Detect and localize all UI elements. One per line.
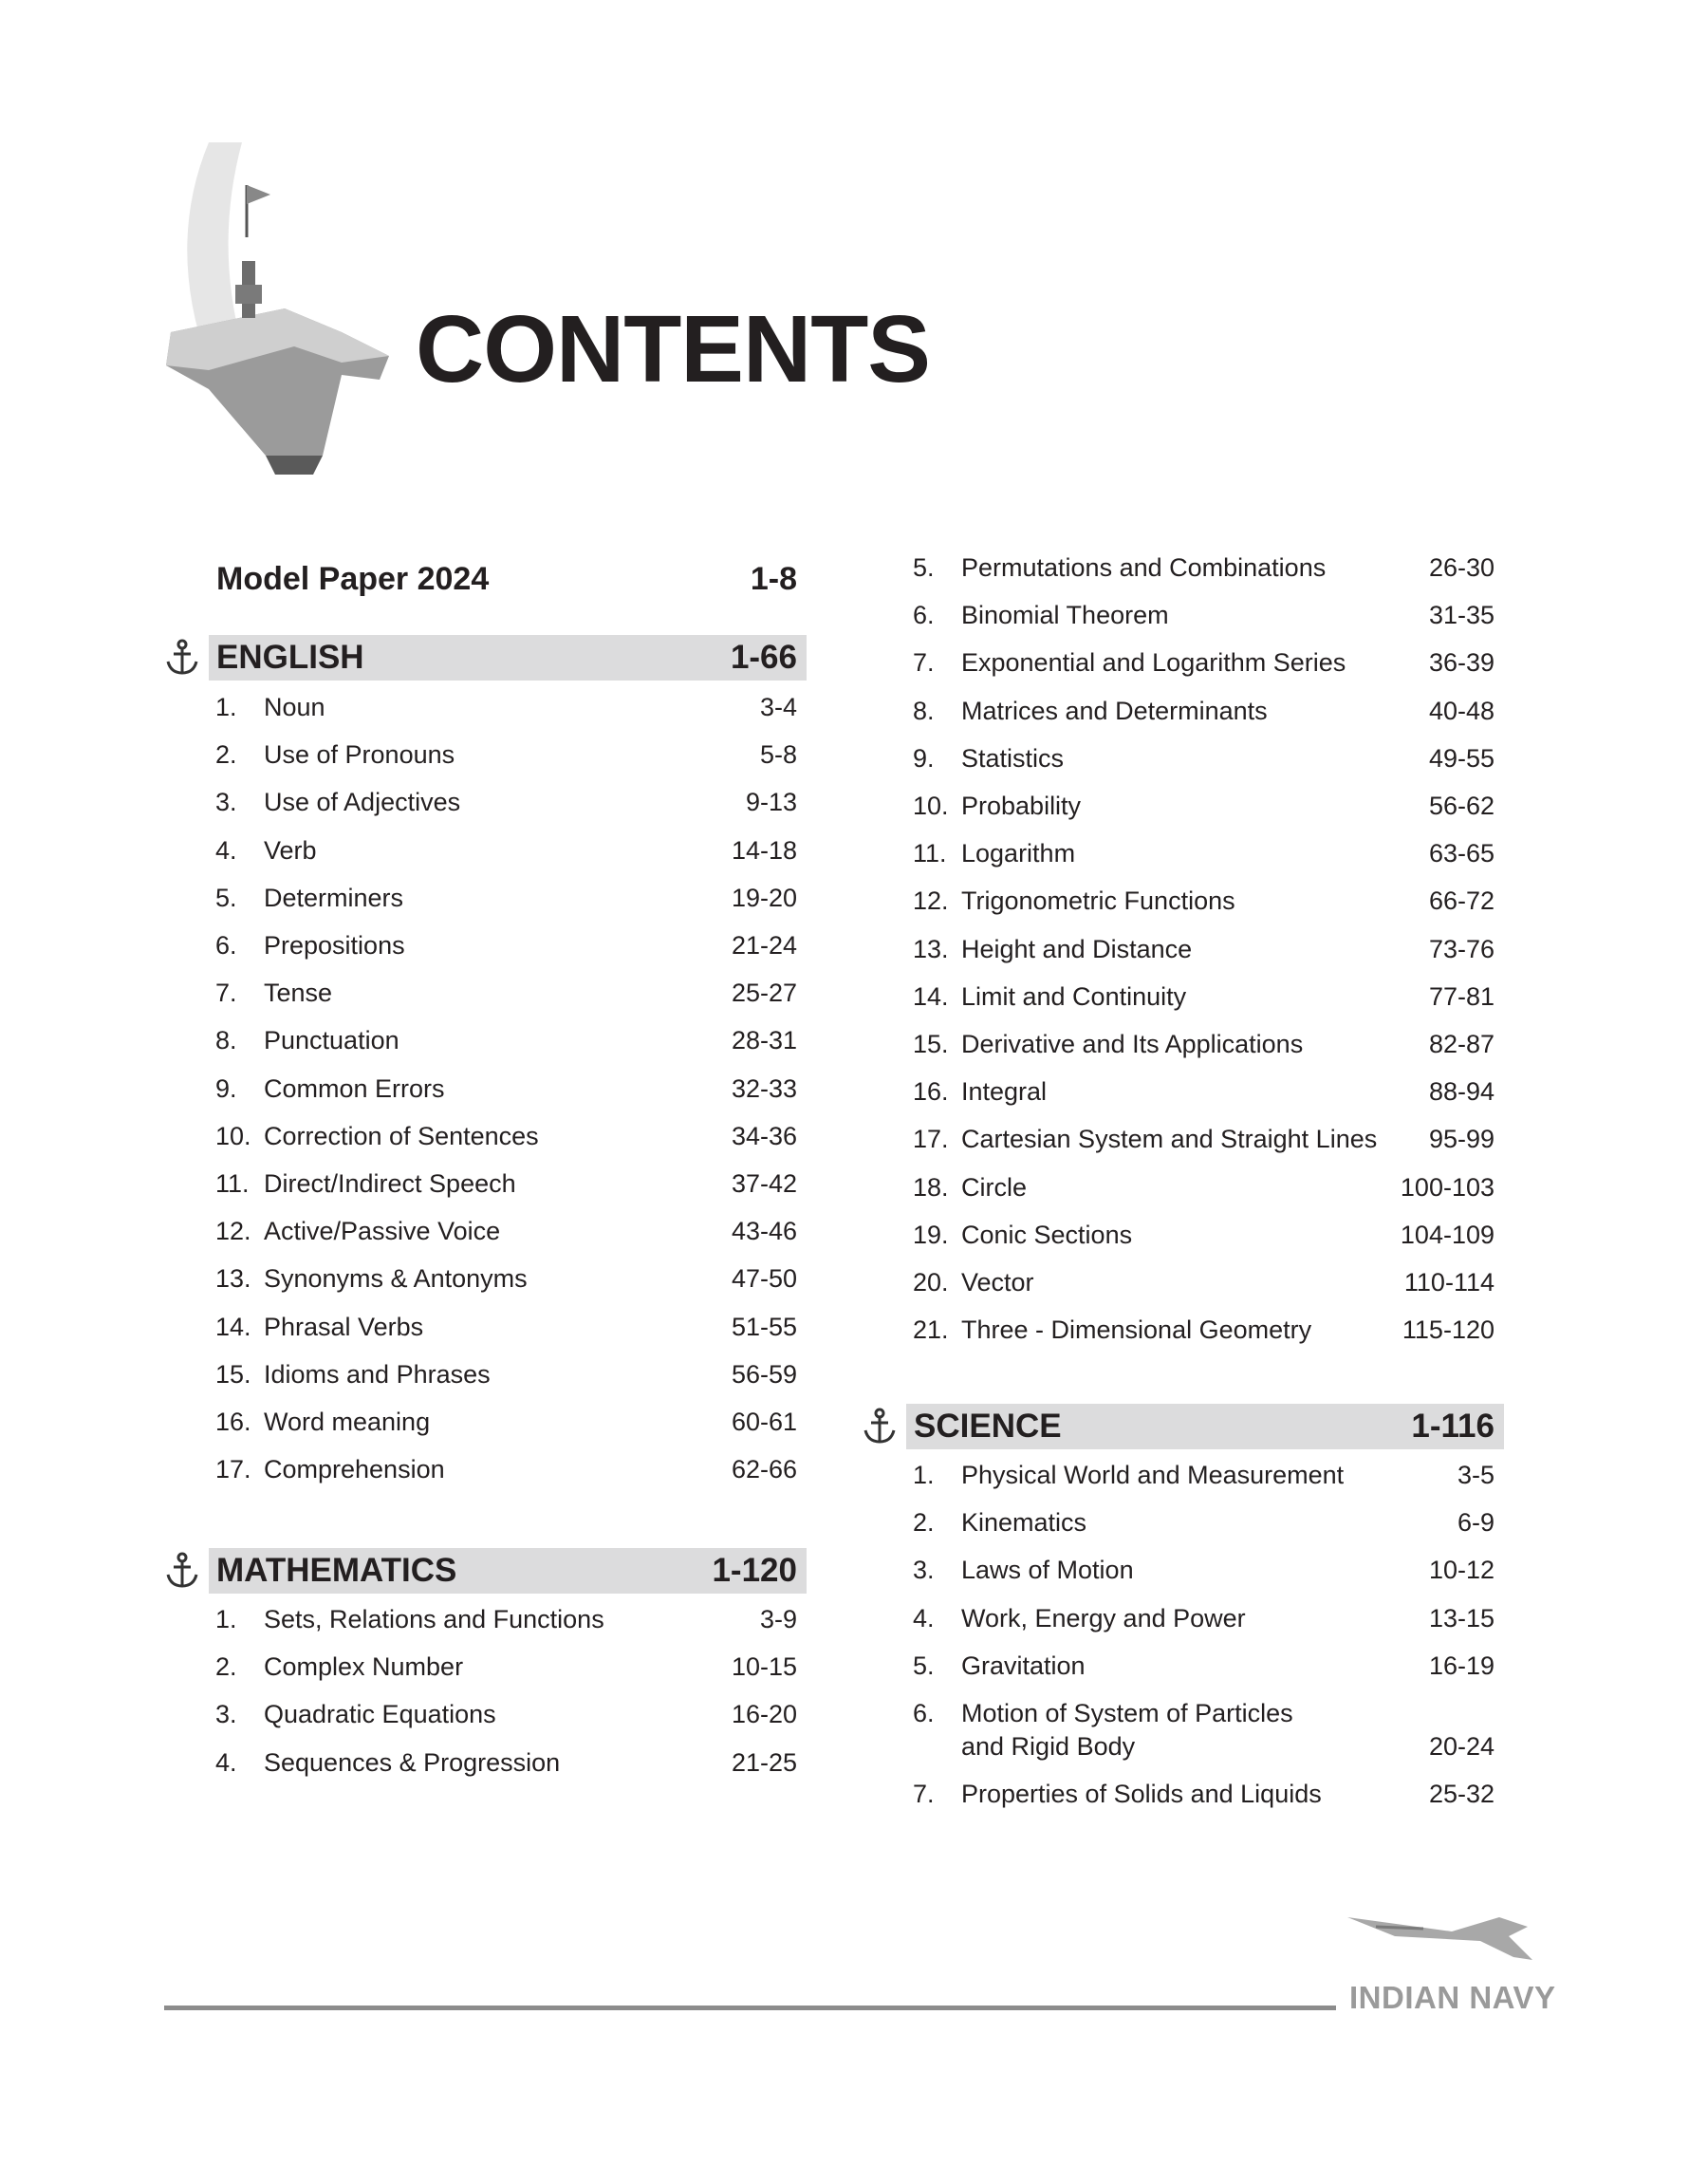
anchor-icon [861, 1408, 899, 1446]
entry-pages: 56-59 [731, 1359, 797, 1389]
toc-entry[interactable] [161, 922, 807, 969]
entry-label [961, 1697, 1293, 1763]
entry-number: 14. [913, 981, 949, 1011]
entry-label: Phrasal Verbs [264, 1312, 424, 1341]
entry-number: 12. [215, 1217, 251, 1246]
entry-pages: 63-65 [1428, 839, 1494, 868]
entry-pages: 60-61 [731, 1408, 797, 1436]
model-paper-entry[interactable] [216, 550, 807, 607]
entry-label: Verb [264, 835, 317, 865]
entry-number: 17. [913, 1125, 949, 1154]
entry-pages: 47-50 [731, 1264, 797, 1294]
model-paper-title: Model Paper 2024 [216, 561, 490, 597]
entry-number: 4. [215, 1747, 237, 1777]
entry-number: 6. [913, 1699, 935, 1727]
toc-entry[interactable] [161, 874, 807, 922]
toc-entry[interactable] [859, 1595, 1504, 1642]
toc-entry[interactable] [859, 591, 1504, 639]
entry-number: 14. [215, 1312, 251, 1341]
toc-entry[interactable] [161, 1398, 807, 1446]
entry-label: Synonyms & Antonyms [264, 1264, 528, 1294]
entry-pages: 51-55 [731, 1312, 797, 1341]
toc-entry[interactable] [859, 782, 1504, 830]
entry-number: 8. [913, 696, 935, 725]
toc-entry[interactable] [161, 1739, 807, 1786]
entry-number: 6. [215, 931, 237, 960]
toc-entry[interactable] [859, 1451, 1504, 1499]
entry-label: Gravitation [961, 1651, 1086, 1680]
entry-number: 4. [215, 835, 237, 865]
section-pages: 1-116 [1411, 1408, 1494, 1445]
entry-pages: 37-42 [731, 1169, 797, 1198]
entry-number: 1. [215, 693, 237, 721]
entry-number: 19. [913, 1220, 949, 1249]
entry-pages: 9-13 [745, 788, 797, 817]
entry-label: Use of Pronouns [264, 740, 455, 770]
toc-entry[interactable] [859, 1020, 1504, 1068]
toc-entry[interactable] [859, 1770, 1504, 1818]
anchor-icon [163, 1552, 201, 1590]
entry-label: Height and Distance [961, 934, 1193, 963]
entry-label: Determiners [264, 883, 404, 912]
entry-number: 2. [215, 1652, 237, 1682]
entry-label: Cartesian System and Straight Lines [961, 1125, 1378, 1154]
entry-number: 3. [913, 1556, 935, 1585]
entry-number: 7. [215, 979, 237, 1008]
entry-pages: 3-5 [1457, 1461, 1494, 1489]
toc-entry[interactable] [161, 1160, 807, 1207]
entry-label: Comprehension [264, 1455, 445, 1484]
entry-label: Logarithm [961, 839, 1076, 868]
entry-pages: 82-87 [1428, 1030, 1494, 1058]
toc-entry[interactable] [859, 1068, 1504, 1115]
entry-pages: 100-103 [1400, 1172, 1494, 1202]
entry-number: 13. [913, 934, 949, 963]
entry-number: 21. [913, 1315, 949, 1345]
entry-label: Tense [264, 979, 333, 1008]
entry-number: 11. [215, 1169, 250, 1198]
entry-label: Circle [961, 1172, 1028, 1202]
section-header-mathematics[interactable] [209, 1548, 807, 1594]
entry-number: 7. [913, 648, 935, 678]
entry-pages: 10-12 [1428, 1556, 1494, 1585]
entry-number: 5. [913, 1651, 935, 1680]
entry-pages: 95-99 [1428, 1125, 1494, 1154]
entry-number: 6. [913, 601, 935, 630]
toc-entry[interactable] [161, 1065, 807, 1112]
entry-label: Derivative and Its Applications [961, 1030, 1304, 1058]
toc-entry[interactable] [161, 1351, 807, 1398]
toc-entry[interactable] [161, 1017, 807, 1064]
entry-number: 5. [913, 553, 935, 582]
entry-label: Complex Number [264, 1652, 464, 1682]
entry-pages: 49-55 [1428, 743, 1494, 773]
toc-entry[interactable] [859, 735, 1504, 782]
entry-pages: 73-76 [1428, 934, 1494, 963]
entry-label: Punctuation [264, 1026, 399, 1055]
entry-pages: 34-36 [731, 1121, 797, 1150]
entry-number: 10. [913, 792, 949, 820]
toc-entry[interactable] [859, 877, 1504, 924]
toc-entry[interactable] [859, 639, 1504, 686]
entry-number: 18. [913, 1172, 949, 1202]
entry-pages: 25-27 [731, 979, 797, 1008]
toc-entry[interactable] [859, 1306, 1504, 1353]
entry-number: 16. [215, 1408, 251, 1436]
entry-pages: 110-114 [1403, 1268, 1494, 1297]
entry-number: 3. [215, 788, 237, 817]
toc-entry[interactable] [859, 973, 1504, 1020]
section-pages: 1-120 [712, 1552, 797, 1589]
entry-pages: 36-39 [1428, 648, 1494, 678]
toc-entry[interactable] [161, 683, 807, 731]
entry-pages: 13-15 [1428, 1603, 1494, 1633]
entry-label: Physical World and Measurement [961, 1461, 1345, 1489]
entry-number: 9. [215, 1073, 237, 1103]
entry-pages: 3-9 [759, 1605, 797, 1633]
toc-entry[interactable] [859, 1115, 1504, 1163]
toc-entry[interactable] [161, 969, 807, 1017]
entry-number: 1. [215, 1605, 237, 1633]
entry-number: 20. [913, 1268, 949, 1297]
entry-pages: 14-18 [731, 835, 797, 865]
entry-number: 4. [913, 1603, 935, 1633]
entry-number: 11. [913, 839, 947, 868]
aircraft-carrier-icon [152, 142, 399, 494]
entry-number: 2. [215, 740, 237, 770]
entry-number: 15. [913, 1030, 949, 1058]
entry-number: 1. [913, 1461, 935, 1489]
entry-label: Three - Dimensional Geometry [961, 1315, 1312, 1345]
entry-pages: 21-24 [731, 931, 797, 960]
entry-label: Word meaning [264, 1408, 431, 1436]
entry-label: Use of Adjectives [264, 788, 461, 817]
entry-label: Common Errors [264, 1073, 445, 1103]
toc-entry[interactable] [161, 1112, 807, 1160]
toc-entry[interactable] [859, 1211, 1504, 1259]
entry-pages: 56-62 [1428, 792, 1494, 820]
entry-label: Kinematics [961, 1508, 1087, 1538]
entry-label-line2: and Rigid Body [961, 1732, 1136, 1761]
toc-entry[interactable] [859, 925, 1504, 973]
entry-label: Correction of Sentences [264, 1121, 539, 1150]
entry-label: Properties of Solids and Liquids [961, 1780, 1322, 1808]
section-title: SCIENCE [914, 1408, 1062, 1445]
entry-label: Probability [961, 792, 1082, 820]
entry-label: Limit and Continuity [961, 981, 1187, 1011]
toc-entry[interactable] [161, 1690, 807, 1738]
entry-label: Quadratic Equations [264, 1700, 496, 1729]
toc-entry[interactable] [859, 1546, 1504, 1594]
footer-brand: INDIAN NAVY [1349, 1980, 1556, 2015]
anchor-icon [163, 639, 201, 677]
entry-label: Laws of Motion [961, 1556, 1134, 1585]
entry-pages: 77-81 [1428, 981, 1494, 1011]
entry-pages: 16-19 [1428, 1651, 1494, 1680]
entry-pages: 20-24 [1428, 1732, 1494, 1761]
page-title: CONTENTS [416, 296, 930, 402]
entry-pages: 32-33 [731, 1073, 797, 1103]
entry-label: Direct/Indirect Speech [264, 1169, 516, 1198]
toc-entry[interactable] [859, 1499, 1504, 1546]
section-title: ENGLISH [216, 639, 364, 676]
entry-pages: 40-48 [1428, 696, 1494, 725]
toc-entry[interactable] [859, 1689, 1504, 1770]
entry-number: 8. [215, 1026, 237, 1055]
entry-label: Idioms and Phrases [264, 1359, 491, 1389]
toc-entry[interactable] [161, 1446, 807, 1493]
entry-label: Trigonometric Functions [961, 886, 1235, 916]
toc-entry[interactable] [859, 1642, 1504, 1689]
entry-label: Integral [961, 1077, 1048, 1107]
toc-entry[interactable] [161, 778, 807, 826]
toc-entry[interactable] [161, 827, 807, 874]
entry-number: 2. [913, 1508, 935, 1538]
entry-label: Permutations and Combinations [961, 553, 1327, 582]
entry-pages: 66-72 [1428, 886, 1494, 916]
entry-label: Exponential and Logarithm Series [961, 648, 1346, 678]
model-paper-pages: 1-8 [750, 561, 797, 597]
entry-pages: 25-32 [1428, 1780, 1494, 1808]
toc-entry[interactable] [161, 1303, 807, 1351]
entry-number: 12. [913, 886, 949, 916]
toc-entry[interactable] [161, 731, 807, 778]
entry-number: 5. [215, 883, 237, 912]
entry-label: Noun [264, 693, 325, 721]
toc-entry[interactable] [859, 687, 1504, 735]
entry-pages: 5-8 [759, 740, 797, 770]
entry-number: 15. [215, 1359, 251, 1389]
entry-pages: 43-46 [731, 1217, 797, 1246]
entry-pages: 31-35 [1428, 601, 1494, 630]
entry-pages: 19-20 [731, 883, 797, 912]
entry-pages: 62-66 [731, 1455, 797, 1484]
entry-label: Binomial Theorem [961, 601, 1169, 630]
entry-label: Sequences & Progression [264, 1747, 561, 1777]
entry-pages: 104-109 [1400, 1220, 1494, 1249]
entry-label-line1: Motion of System of Particles [961, 1699, 1293, 1727]
toc-entry[interactable] [859, 1164, 1504, 1211]
section-header-science[interactable] [906, 1404, 1504, 1449]
entry-pages: 26-30 [1428, 553, 1494, 582]
entry-pages: 10-15 [731, 1652, 797, 1682]
entry-number: 3. [215, 1700, 237, 1729]
entry-number: 17. [215, 1455, 251, 1484]
entry-pages: 21-25 [731, 1747, 797, 1777]
toc-entry[interactable] [161, 1643, 807, 1690]
entry-label: Sets, Relations and Functions [264, 1605, 604, 1633]
entry-pages: 6-9 [1457, 1508, 1494, 1538]
entry-label: Prepositions [264, 931, 405, 960]
entry-label: Vector [961, 1268, 1034, 1297]
section-title: MATHEMATICS [216, 1552, 457, 1589]
entry-pages: 88-94 [1428, 1077, 1494, 1107]
toc-entry[interactable] [859, 544, 1504, 591]
toc-entry[interactable] [161, 1207, 807, 1255]
entry-pages: 115-120 [1402, 1315, 1494, 1345]
toc-entry[interactable] [161, 1595, 807, 1643]
entry-number: 10. [215, 1121, 251, 1150]
entry-label: Matrices and Determinants [961, 696, 1268, 725]
section-header-english[interactable] [209, 635, 807, 681]
toc-entry[interactable] [859, 830, 1504, 877]
footer-rule [164, 2006, 1336, 2010]
entry-pages: 28-31 [731, 1026, 797, 1055]
entry-label: Active/Passive Voice [264, 1217, 501, 1246]
entry-number: 9. [913, 743, 935, 773]
entry-number: 16. [913, 1077, 949, 1107]
toc-entry[interactable] [161, 1255, 807, 1302]
entry-label: Conic Sections [961, 1220, 1133, 1249]
entry-label: Statistics [961, 743, 1065, 773]
entry-label: Work, Energy and Power [961, 1603, 1246, 1633]
fighter-jet-icon [1338, 1898, 1547, 1974]
section-pages: 1-66 [730, 639, 797, 676]
entry-pages: 16-20 [731, 1700, 797, 1729]
entry-number: 13. [215, 1264, 251, 1294]
entry-number: 7. [913, 1780, 935, 1808]
toc-entry[interactable] [859, 1259, 1504, 1306]
entry-pages: 3-4 [759, 693, 797, 721]
